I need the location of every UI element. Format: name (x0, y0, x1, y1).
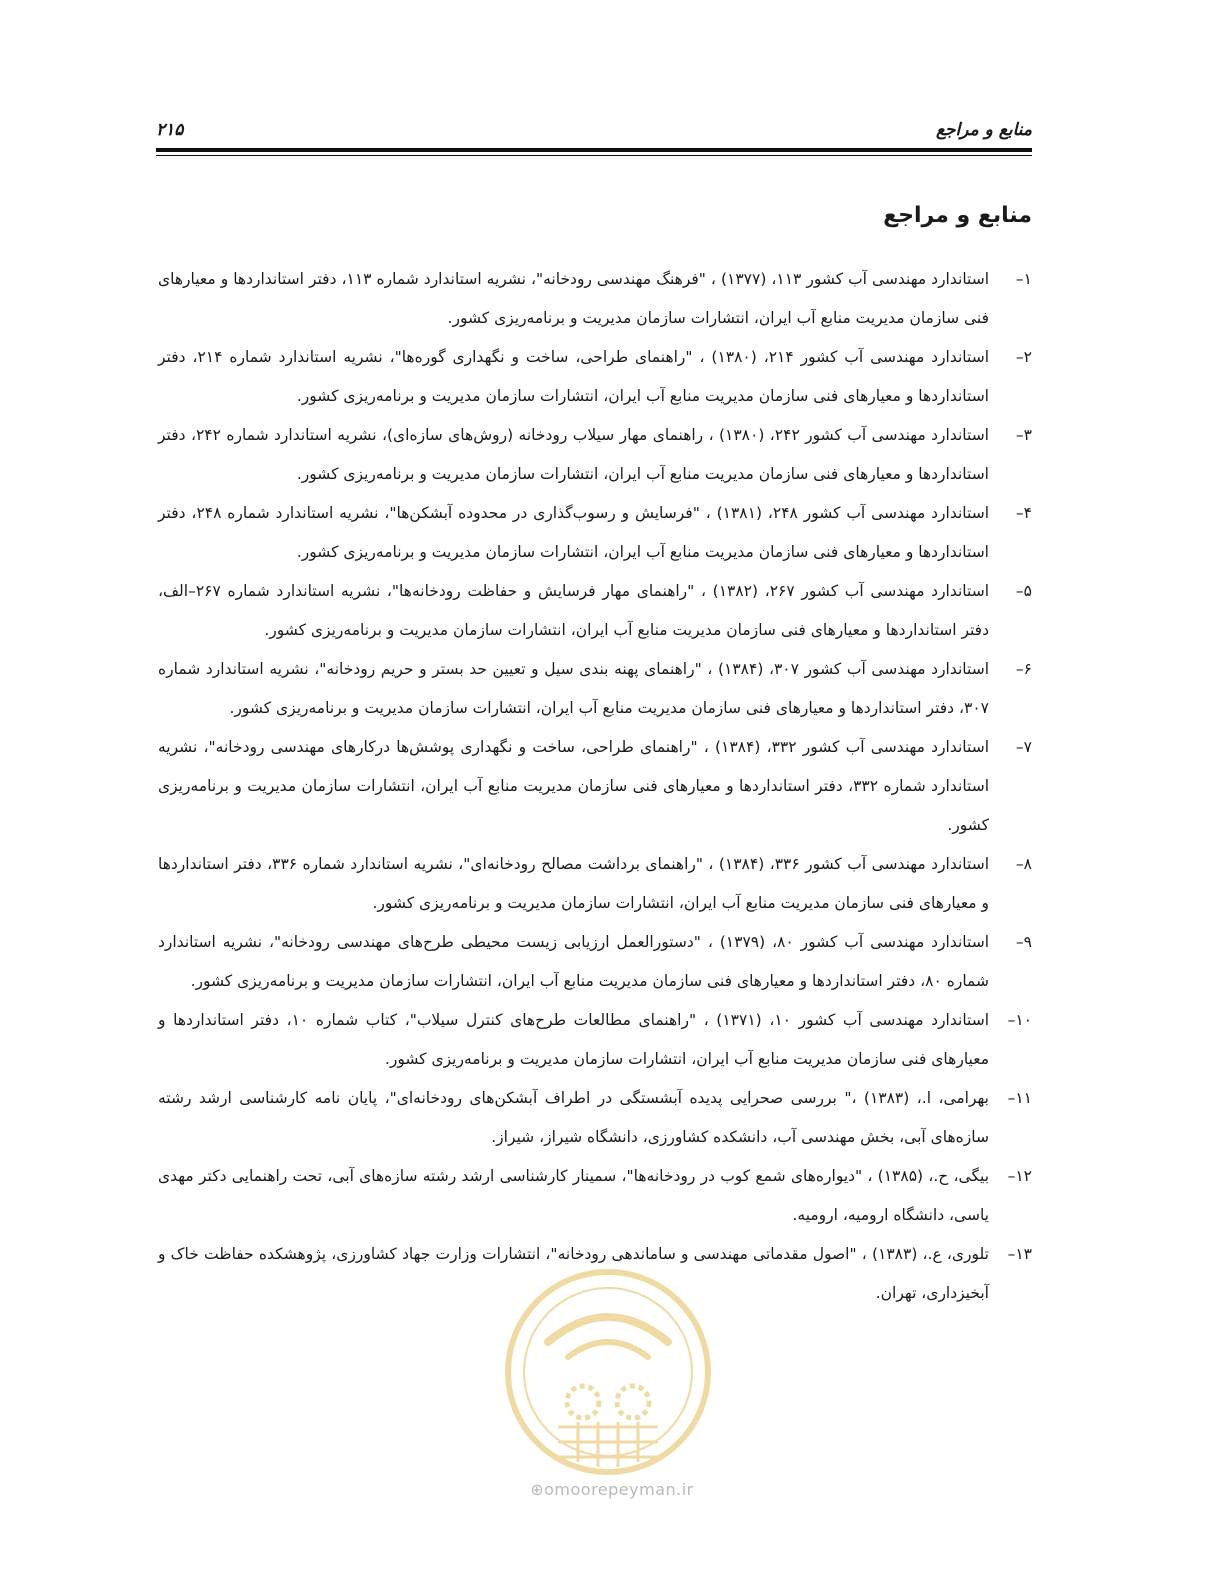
reference-text: بهرامی، ا.، (۱۳۸۳) ،" بررسی صحرایی پدیده آبشستگی در اطراف آبشکن‌های رودخانه‌ای"، پایان نامه کارشناسی ارشد رشته سازه‌های آبی، بخش مهندسی آب، دانشکده کشاورزی، دانشگاه شیراز، شیراز. (158, 1089, 989, 1146)
reference-number: ۱۱– (1007, 1089, 1032, 1107)
header-rule-thick (156, 148, 1032, 152)
reference-item (158, 845, 1032, 923)
reference-item (158, 1235, 1032, 1313)
reference-text: استاندارد مهندسی آب کشور ۲۶۷، (۱۳۸۲) ، "راهنمای مهار فرسایش و حفاظت رودخانه‌ها"، نشریه استاندارد شماره ۲۶۷–الف، دفتر استانداردها و معیارهای فنی سازمان مدیریت منابع آب ایران، انتشارات سازمان مدیریت و برنامه‌ریزی کشور. (158, 582, 990, 639)
page-number: ۲۱۵ (156, 120, 184, 140)
reference-item (158, 338, 1032, 416)
reference-text: استاندارد مهندسی آب کشور ۲۴۸، (۱۳۸۱) ، "فرسایش و رسوب‌گذاری در محدوده آبشکن‌ها"، نشریه استاندارد شماره ۲۴۸، دفتر استانداردها و معیارهای فنی سازمان مدیریت منابع آب ایران، انتشارات سازمان مدیریت و برنامه‌ریزی کشور. (158, 504, 989, 561)
reference-item (158, 1001, 1032, 1079)
site-watermark-icon: ⊕ (530, 1480, 545, 1499)
header-rule-thin (156, 155, 1032, 156)
reference-item (158, 1079, 1032, 1157)
section-title: منابع و مراجع (883, 203, 1032, 228)
running-title: منابع و مراجع (935, 120, 1032, 140)
reference-text: استاندارد مهندسی آب کشور ۸۰، (۱۳۷۹) ، "دستورالعمل ارزیابی زیست محیطی طرح‌های مهندسی رودخانه"، نشریه استاندارد شماره ۸۰، دفتر استانداردها و معیارهای فنی سازمان مدیریت منابع آب ایران، انتشارات سازمان مدیریت و برنامه‌ریزی کشور. (158, 933, 989, 990)
reference-item (158, 923, 1032, 1001)
reference-number: ۱– (1015, 270, 1032, 288)
reference-number: ۷– (1015, 738, 1032, 756)
reference-text: استاندارد مهندسی آب کشور ۳۳۲، (۱۳۸۴) ، "راهنمای طراحی، ساخت و نگهداری پوشش‌ها درکارهای مهندسی رودخانه"، نشریه استاندارد شماره ۳۳۲، دفتر استانداردها و معیارهای فنی سازمان مدیریت منابع آب ایران، انتشارات سازمان مدیریت و برنامه‌ریزی کشور. (158, 738, 990, 834)
reference-number: ۴– (1015, 504, 1032, 522)
reference-number: ۱۲– (1007, 1167, 1032, 1185)
reference-list (158, 260, 1032, 1313)
reference-text: بیگی، ح.، (۱۳۸۵) ، "دیواره‌های شمع کوب در رودخانه‌ها"، سمینار کارشناسی ارشد رشته سازه‌های آبی، تحت راهنمایی دکتر مهدی یاسی، دانشگاه ارومیه، ارومیه. (158, 1167, 990, 1224)
reference-number: ۸– (1015, 855, 1032, 873)
reference-number: ۳– (1015, 426, 1032, 444)
reference-item (158, 572, 1032, 650)
reference-item (158, 416, 1032, 494)
reference-text: استاندارد مهندسی آب کشور ۳۰۷، (۱۳۸۴) ، "راهنمای پهنه بندی سیل و تعیین حد بستر و حریم رودخانه"، نشریه استاندارد شماره ۳۰۷، دفتر استانداردها و معیارهای فنی سازمان مدیریت منابع آب ایران، انتشارات سازمان مدیریت و برنامه‌ریزی کشور. (158, 660, 989, 717)
reference-text: استاندارد مهندسی آب کشور ۳۳۶، (۱۳۸۴) ، "راهنمای برداشت مصالح رودخانه‌ای"، نشریه استاندارد شماره ۳۳۶، دفتر استانداردها و معیارهای فنی سازمان مدیریت منابع آب ایران، انتشارات سازمان مدیریت و برنامه‌ریزی کشور. (158, 855, 990, 912)
reference-item (158, 1157, 1032, 1235)
site-watermark-text: omoorepeyman.ir (544, 1480, 694, 1499)
reference-number: ۵– (1015, 582, 1032, 600)
reference-text: استاندارد مهندسی آب کشور ۱۱۳، (۱۳۷۷) ، "فرهنگ مهندسی رودخانه"، نشریه استاندارد شماره ۱۱۳، دفتر استانداردها و معیارهای فنی سازمان مدیریت منابع آب ایران، انتشارات سازمان مدیریت و برنامه‌ریزی کشور. (158, 270, 990, 327)
reference-item (158, 728, 1032, 845)
site-watermark (0, 1480, 1224, 1499)
reference-number: ۲– (1015, 348, 1032, 366)
reference-number: ۱۳– (1007, 1245, 1032, 1263)
reference-item (158, 650, 1032, 728)
reference-item (158, 494, 1032, 572)
page-header (156, 118, 1032, 158)
reference-item (158, 260, 1032, 338)
reference-number: ۱۰– (1007, 1011, 1032, 1029)
reference-text: تلوری، ع.، (۱۳۸۳) ، "اصول مقدماتی مهندسی و ساماندهی رودخانه"، انتشارات وزارت جهاد کشاورزی، پژوهشکده حفاظت خاک و آبخیزداری، تهران. (158, 1245, 989, 1302)
reference-text: استاندارد مهندسی آب کشور ۲۱۴، (۱۳۸۰) ، "راهنمای طراحی، ساخت و نگهداری گوره‌ها"، نشریه استاندارد شماره ۲۱۴، دفتر استانداردها و معیارهای فنی سازمان مدیریت منابع آب ایران، انتشارات سازمان مدیریت و برنامه‌ریزی کشور. (158, 348, 989, 405)
reference-text: استاندارد مهندسی آب کشور ۲۴۲، (۱۳۸۰) ، راهنمای مهار سیلاب رودخانه (روش‌های سازه‌ای)، نشریه استاندارد شماره ۲۴۲، دفتر استانداردها و معیارهای فنی سازمان مدیریت منابع آب ایران، انتشارات سازمان مدیریت و برنامه‌ریزی کشور. (158, 426, 989, 483)
reference-text: استاندارد مهندسی آب کشور ۱۰، (۱۳۷۱) ، "راهنمای مطالعات طرح‌های کنترل سیلاب"، کتاب شماره ۱۰، دفتر استانداردها و معیارهای فنی سازمان مدیریت منابع آب ایران، انتشارات سازمان مدیریت و برنامه‌ریزی کشور. (158, 1011, 990, 1068)
reference-number: ۶– (1015, 660, 1032, 678)
reference-number: ۹– (1015, 933, 1032, 951)
